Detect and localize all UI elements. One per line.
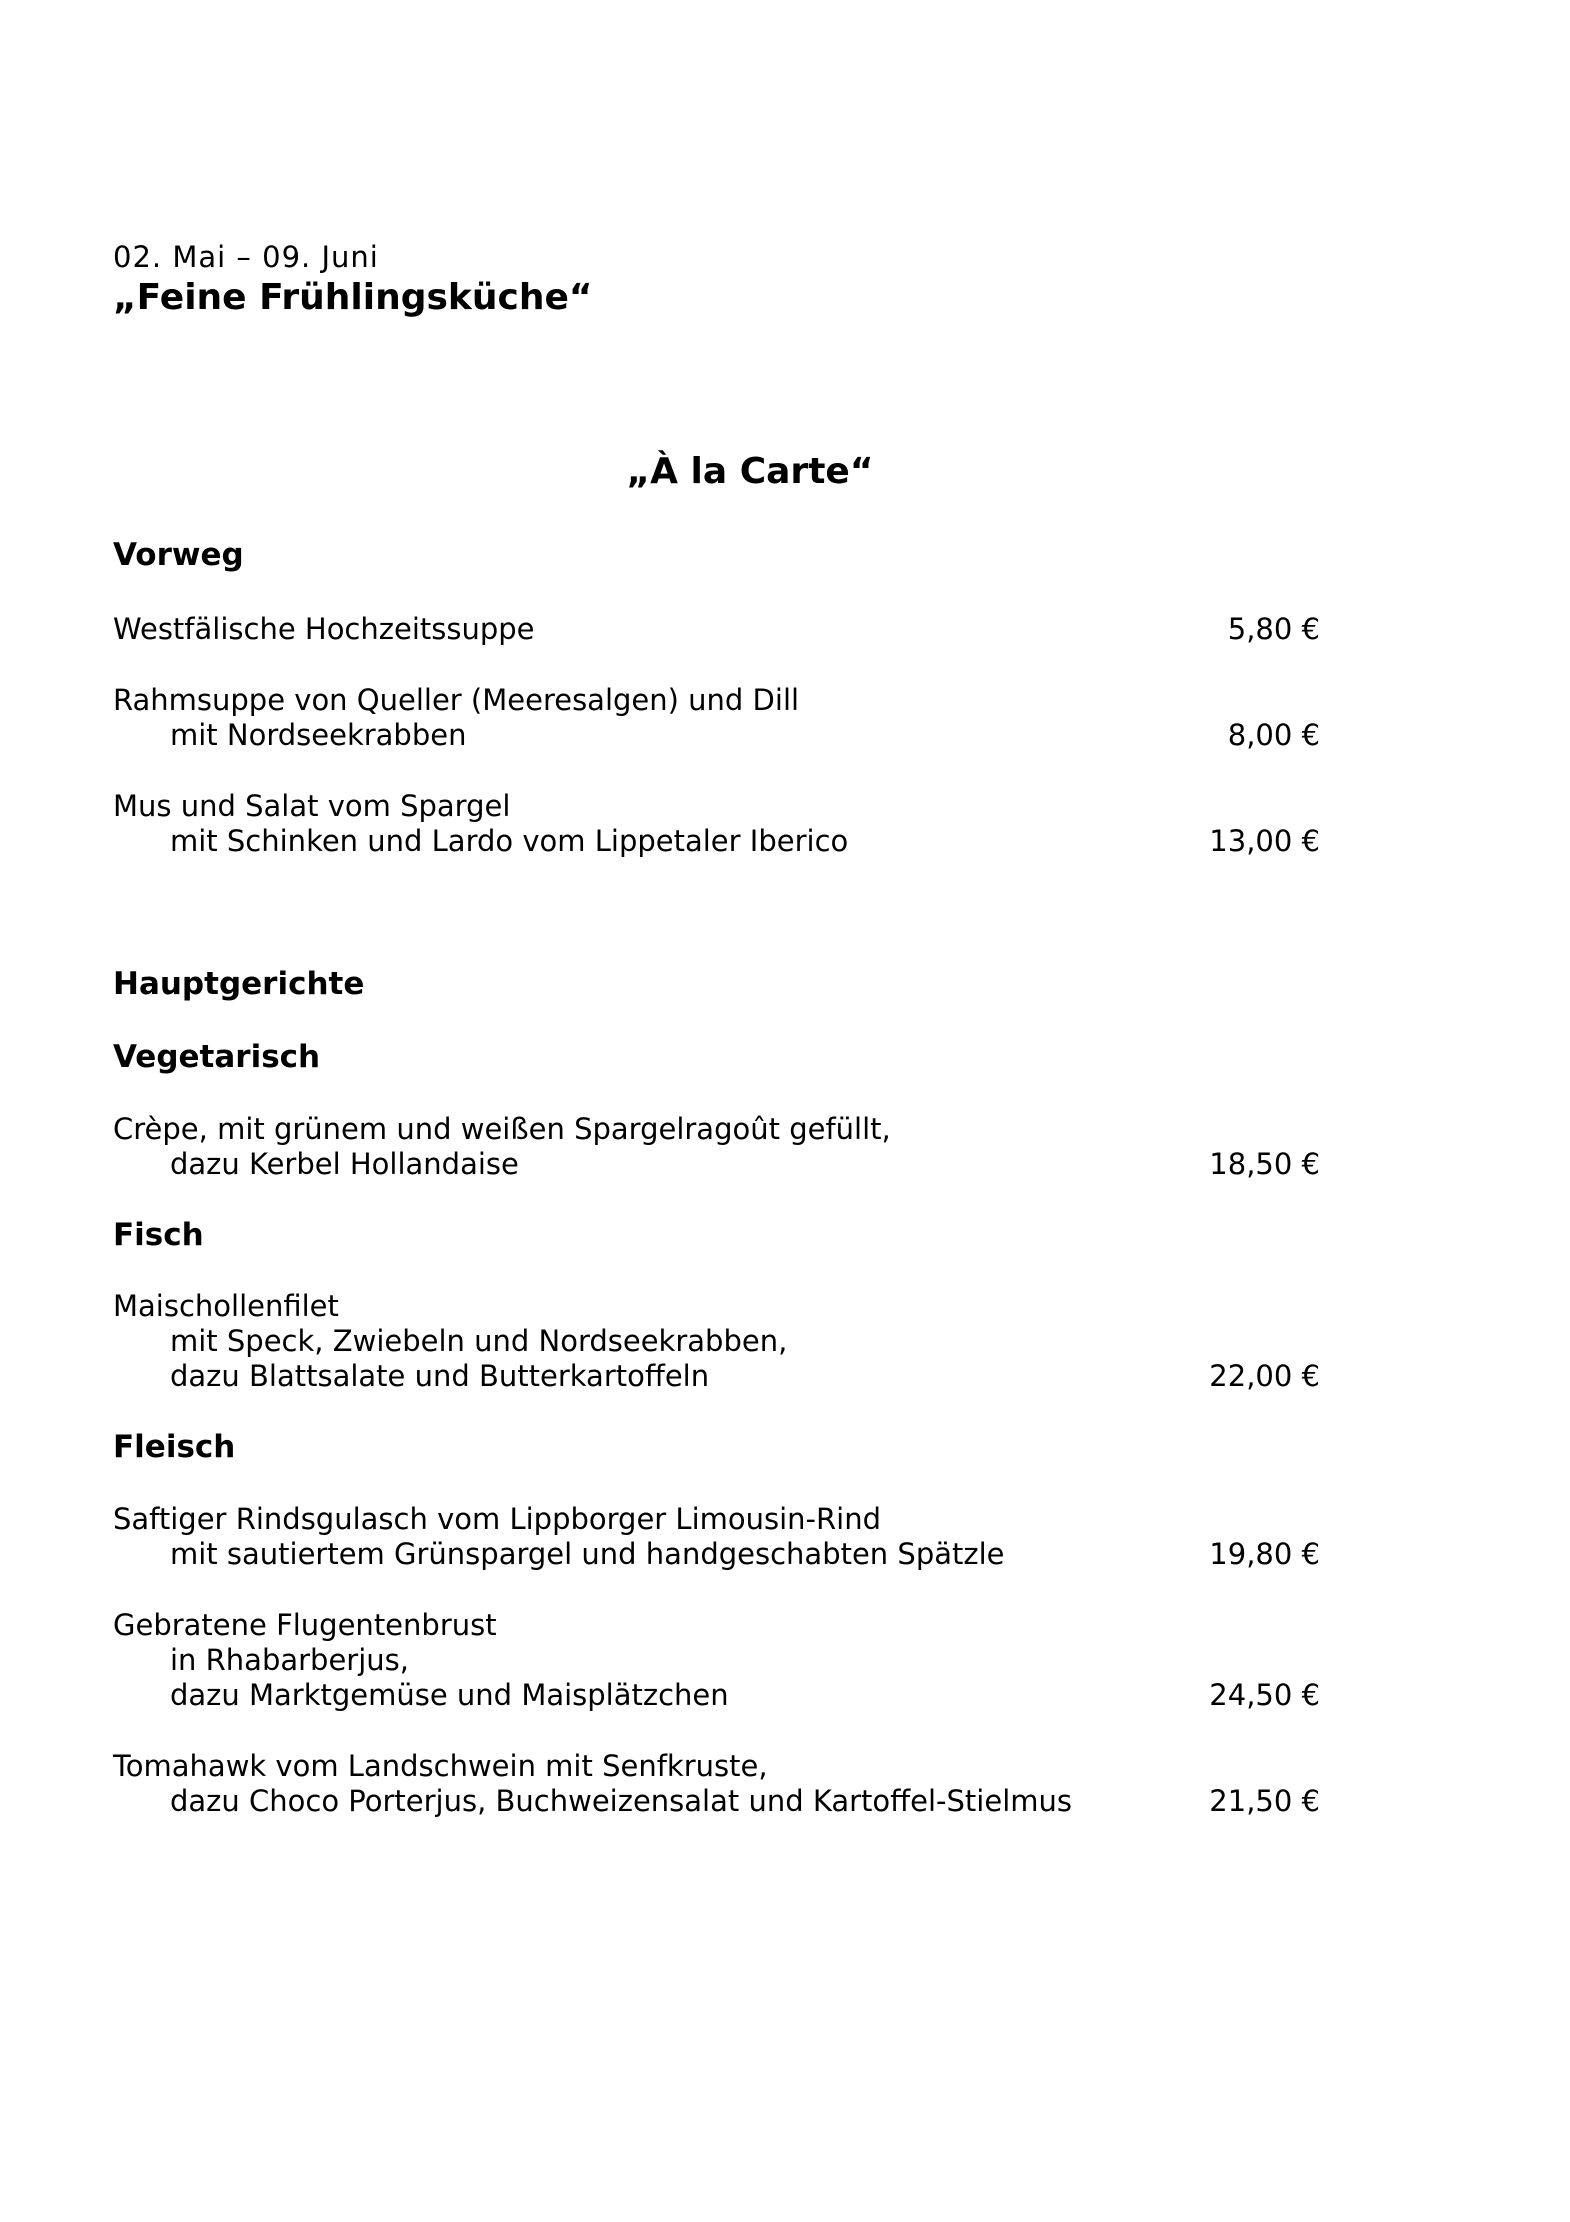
dish-line: dazu Marktgemüse und Maisplätzchen	[170, 1678, 729, 1712]
dish-price: 21,50 €	[1209, 1784, 1320, 1818]
dish-line: dazu Kerbel Hollandaise	[170, 1147, 519, 1181]
a-la-carte-heading: „À la Carte“	[626, 451, 874, 492]
menu-title: „Feine Frühlingsküche“	[113, 277, 593, 318]
dish-price: 13,00 €	[1209, 824, 1320, 858]
dish-line: Crèpe, mit grünem und weißen Spargelragoût gefüllt,	[113, 1112, 891, 1146]
dish-line: Mus und Salat vom Spargel	[113, 789, 511, 823]
dish-line: mit sautiertem Grünspargel und handgeschabten Spätzle	[170, 1537, 1005, 1571]
dish-line: Saftiger Rindsgulasch vom Lippborger Limousin-Rind	[113, 1502, 882, 1536]
date-range: 02. Mai – 09. Juni	[113, 240, 379, 274]
subsection-heading-fleisch: Fleisch	[113, 1429, 236, 1465]
dish-line: dazu Blattsalate und Butterkartoffeln	[170, 1359, 710, 1393]
section-heading-vorweg: Vorweg	[113, 537, 244, 573]
dish-price: 24,50 €	[1209, 1678, 1320, 1712]
dish-price: 19,80 €	[1209, 1537, 1320, 1571]
dish-line: Westfälische Hochzeitssuppe	[113, 612, 535, 646]
dish-line: mit Speck, Zwiebeln und Nordseekrabben,	[170, 1324, 788, 1358]
dish-price: 5,80 €	[1227, 612, 1320, 646]
dish-line: in Rhabarberjus,	[170, 1643, 409, 1677]
dish-line: mit Nordseekrabben	[170, 718, 467, 752]
section-heading-hauptgerichte: Hauptgerichte	[113, 966, 365, 1002]
dish-line: dazu Choco Porterjus, Buchweizensalat und Kartoffel-Stielmus	[170, 1784, 1072, 1818]
dish-line: Rahmsuppe von Queller (Meeresalgen) und Dill	[113, 683, 800, 717]
dish-line: Gebratene Flugentenbrust	[113, 1608, 497, 1642]
dish-line: Maischollenfilet	[113, 1289, 339, 1323]
dish-price: 18,50 €	[1209, 1147, 1320, 1181]
dish-line: Tomahawk vom Landschwein mit Senfkruste,	[113, 1749, 768, 1783]
subsection-heading-fisch: Fisch	[113, 1217, 204, 1253]
dish-price: 22,00 €	[1209, 1359, 1320, 1393]
subsection-heading-vegetarisch: Vegetarisch	[113, 1039, 321, 1075]
dish-price: 8,00 €	[1227, 718, 1320, 752]
dish-line: mit Schinken und Lardo vom Lippetaler Iberico	[170, 824, 849, 858]
